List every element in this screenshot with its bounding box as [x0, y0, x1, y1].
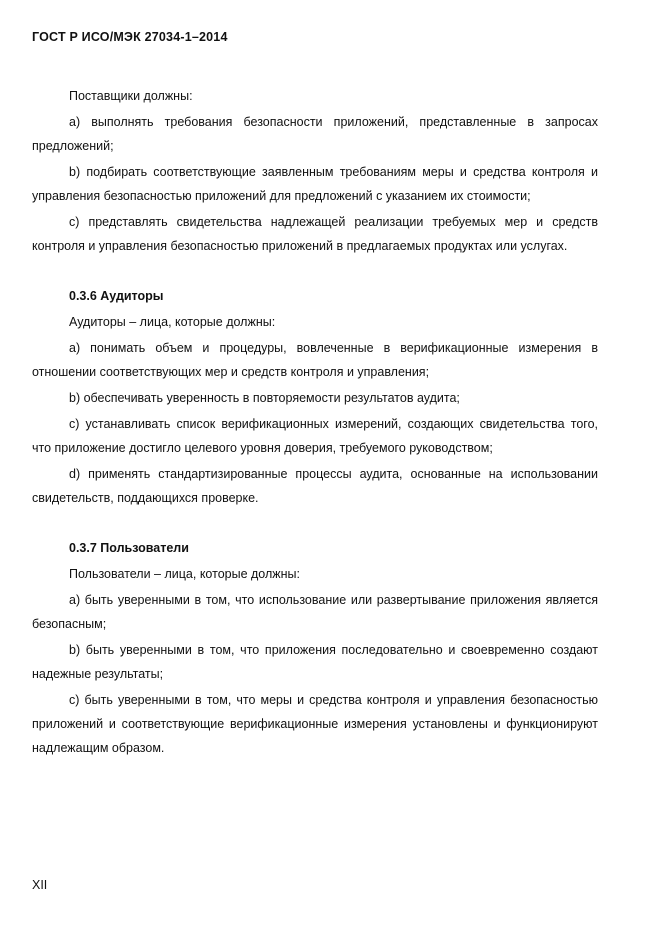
suppliers-item-a: a) выполнять требования безопасности приложений, представленные в запросах предложений;: [32, 115, 598, 153]
auditors-item-c: c) устанавливать список верификационных измерений, создающих свидетельства того, что приложение достигло целевого уровня доверия, требуемого руководством;: [32, 417, 598, 455]
users-item-a: a) быть уверенными в том, что использование или развертывание приложения является безопасным;: [32, 593, 598, 631]
users-item-c: c) быть уверенными в том, что меры и средства контроля и управления безопасностью приложений и соответствующие верификационные измерения установлены и функционируют надлежащим образом.: [32, 693, 598, 755]
users-intro: Пользователи – лица, которые должны:: [69, 567, 300, 581]
auditors-intro: Аудиторы – лица, которые должны:: [69, 315, 276, 329]
auditors-item-d: d) применять стандартизированные процессы аудита, основанные на использовании свидетельств, поддающихся проверке.: [32, 467, 598, 505]
page-number: XII: [32, 878, 48, 892]
auditors-item-a: a) понимать объем и процедуры, вовлеченные в верификационные измерения в отношении соответствующих мер и средств контроля и управления;: [32, 341, 598, 379]
auditors-item-b: b) обеспечивать уверенность в повторяемости результатов аудита;: [69, 391, 460, 405]
document-header: ГОСТ Р ИСО/МЭК 27034-1–2014: [32, 30, 228, 44]
section-heading-users: 0.3.7 Пользователи: [69, 541, 189, 555]
document-body: [32, 84, 598, 760]
users-item-b: b) быть уверенными в том, что приложения последовательно и своевременно создают надежные результаты;: [32, 643, 598, 681]
suppliers-item-b: b) подбирать соответствующие заявленным требованиям меры и средства контроля и управления безопасностью приложений для предложений с указанием их стоимости;: [32, 165, 598, 203]
section-heading-auditors: 0.3.6 Аудиторы: [69, 289, 164, 303]
suppliers-item-c: c) представлять свидетельства надлежащей реализации требуемых мер и средств контроля и управления безопасностью приложений в предлагаемых продуктах или услугах.: [32, 215, 598, 253]
suppliers-intro: Поставщики должны:: [69, 89, 193, 103]
